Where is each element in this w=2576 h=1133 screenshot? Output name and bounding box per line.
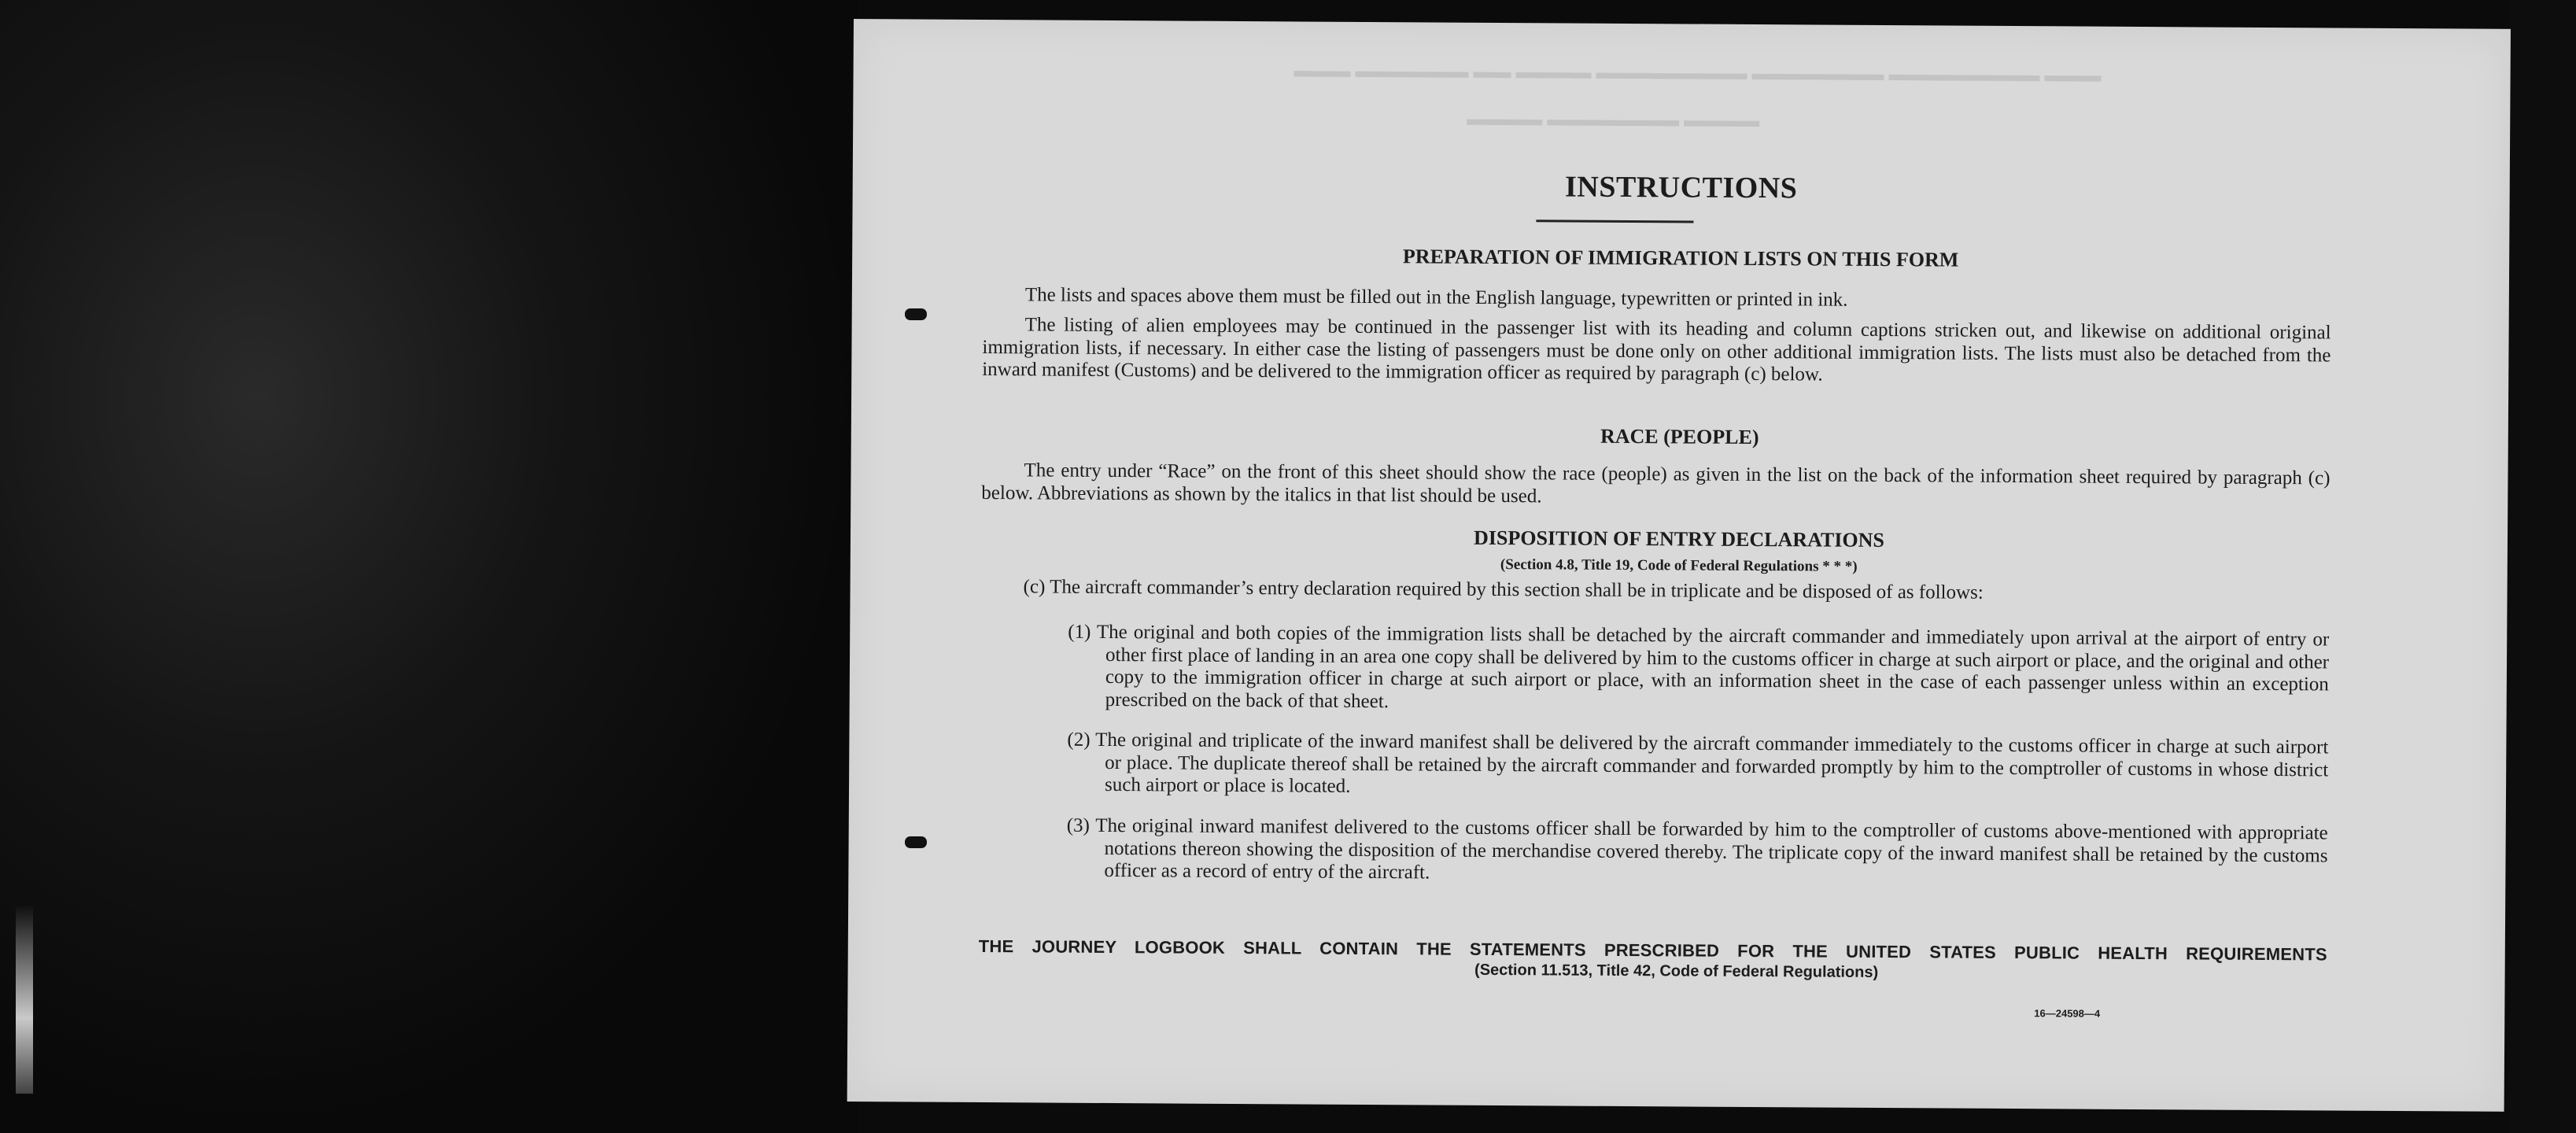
bleed-through-text: ▬▬▬ ▬▬▬▬▬▬ ▬▬ ▬▬▬▬ ▬▬▬▬▬▬▬▬ ▬▬▬▬▬▬▬ ▬▬▬▬▬▬▬▬ ▬▬▬ <box>1294 61 2102 87</box>
right-scan-border <box>2510 0 2576 1133</box>
document-page <box>847 19 2511 1112</box>
immigration-heading: PREPARATION OF IMMIGRATION LISTS ON THIS FORM <box>1402 245 1959 271</box>
disposition-intro: (c) The aircraft commander’s entry declaration required by this section shall be in triplicate and be disposed of as follows: <box>1023 576 1984 603</box>
immigration-paragraph-2: The listing of alien employees may be continued in the passenger list with its heading and column captions stricken out, and likewise on additional original immigration lists, if necessary. In either case the listing of passengers must be done only on other additional immigration lists. The lists must also be detached from the inward manifest (Customs) and be delivered to the immigration officer as required by paragraph (c) below. <box>982 314 2331 386</box>
dark-scan-background <box>0 0 859 1133</box>
punch-mark-top <box>905 308 927 320</box>
disposition-item-1: (1) The original and both copies of the immigration lists shall be detached by the aircraft commander and immediately upon arrival at the airport of entry or other first place of landing in an area one copy shall be delivered by him to the customs officer in charge at such airport or place, and the original and other copy to the immigration officer in charge at such airport or place, with an information sheet in the case of each passenger unless within an exception prescribed on the back of that sheet. <box>1068 621 2330 712</box>
disposition-heading: DISPOSITION OF ENTRY DECLARATIONS <box>1473 526 1884 552</box>
disposition-item-3: (3) The original inward manifest delivered to the customs officer shall be forwarded by him to the comptroller of customs above-mentioned with appropriate notations thereon showing the disposition of the merchandise covered thereby. The triplicate copy of the inward manifest shall be retained by the customs officer as a record of entry of the aircraft. <box>1066 814 2328 884</box>
document-title: INSTRUCTIONS <box>1564 170 1798 205</box>
race-paragraph: The entry under “Race” on the front of this sheet should show the race (people) as given in the list on the back of the information sheet required by paragraph (c) below. Abbreviations as shown by the italics in that list should be used. <box>981 459 2331 507</box>
bleed-through-text-2: ▬▬▬▬ ▬▬▬▬▬▬▬ ▬▬▬▬ <box>1467 109 1760 132</box>
disposition-item-2: (2) The original and triplicate of the inward manifest shall be delivered by the aircraft commander immediately to the customs officer in charge at such airport or place. The duplicate thereof shall be retained by the aircraft commander and forwarded promptly by him to the comptroller of customs in whose district such airport or place is located. <box>1067 729 2329 797</box>
title-underline <box>1536 220 1693 223</box>
race-heading: RACE (PEOPLE) <box>1600 424 1759 449</box>
scan-edge-glare <box>16 905 33 1094</box>
footer-reference: (Section 11.513, Title 42, Code of Federal Regulations) <box>1474 961 1879 981</box>
disposition-reference: (Section 4.8, Title 19, Code of Federal Regulations * * *) <box>1500 556 1858 575</box>
immigration-paragraph-1: The lists and spaces above them must be filled out in the English language, typewritten or printed in ink. <box>1024 284 1848 311</box>
form-number: 16—24598—4 <box>2034 1007 2101 1020</box>
punch-mark-bottom <box>905 836 927 848</box>
footer-statement: THE JOURNEY LOGBOOK SHALL CONTAIN THE STATEMENTS PRESCRIBED FOR THE UNITED STATES PUBLIC HEALTH REQUIREMENTS <box>978 936 2327 965</box>
